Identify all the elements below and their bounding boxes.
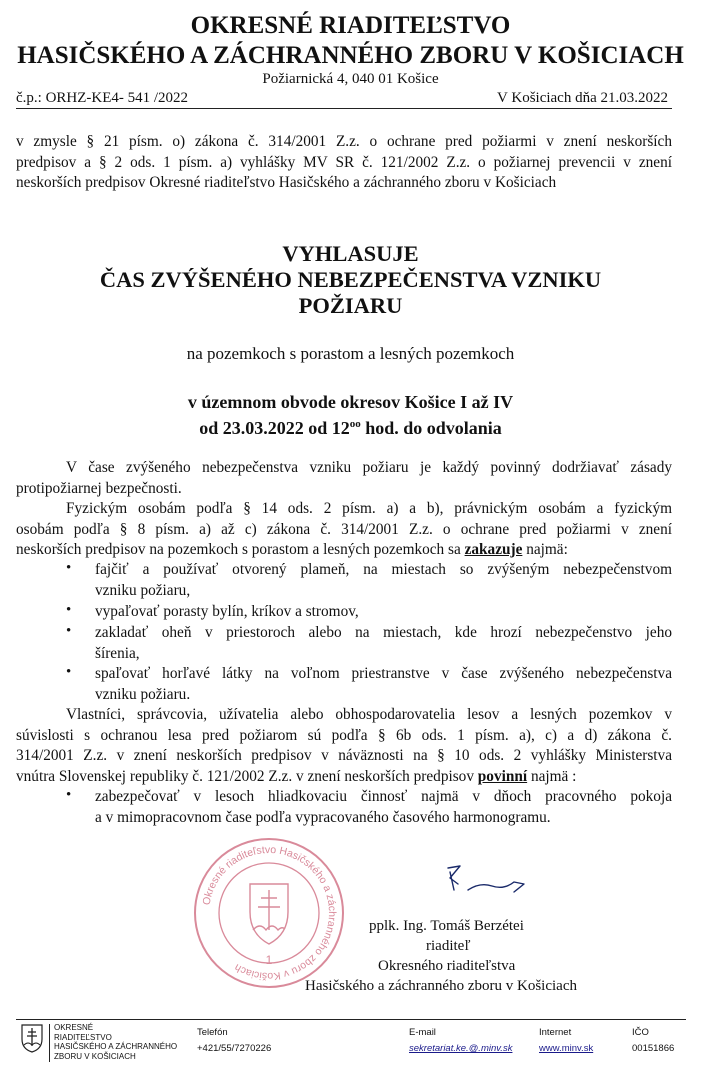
title-line-1: VYHLASUJE	[282, 241, 419, 266]
p2-line-3	[16, 540, 568, 561]
footer-org-line-2: RIADITEĽSTVO	[54, 1032, 112, 1042]
bullet-icon: •	[66, 787, 72, 803]
bullet-2-line-1: vypaľovať porasty bylín, kríkov a stromov,	[95, 603, 359, 620]
bullet-icon: •	[66, 664, 72, 680]
footer-web-label: Internet	[539, 1027, 572, 1038]
p1-line-2: protipožiarnej bezpečnosti.	[16, 479, 182, 497]
signatory-role: riaditeľ	[426, 938, 471, 954]
footer-ico: 00151866	[632, 1043, 675, 1054]
official-stamp	[190, 834, 348, 992]
title-line-2: ČAS ZVÝŠENÉHO NEBEZPEČENSTVA VZNIKU	[99, 267, 602, 292]
p2-line-3-text: neskorších predpisov na pozemkoch s porastom a lesných pozemkoch sa	[16, 541, 465, 558]
handwritten-signature	[440, 862, 530, 900]
p3-line-4-text: vnútra Slovenskej republiky č. 121/2002 Z.z. v znení neskorších predpisov	[16, 767, 478, 785]
p1-line-1: V čase zvýšeného nebezpečenstva vzniku požiaru je každý povinný dodržiavať zásady	[66, 459, 672, 476]
footer-email-label: E-mail	[409, 1027, 436, 1038]
signatory-org-line-2: Hasičského a záchranného zboru v Košiciach	[305, 978, 577, 994]
bullet-icon: •	[66, 560, 72, 576]
bullet-5-line-2: a v mimopracovnom čase podľa vypracovaného časového harmonogramu.	[95, 808, 551, 826]
coat-of-arms-icon	[20, 1023, 44, 1053]
validity-period	[0, 414, 701, 439]
keyword-prohibited: zakazuje	[464, 541, 523, 558]
bullet-icon: •	[66, 602, 72, 618]
period-start: od 23.03.2022 od 12	[199, 418, 350, 438]
p2-line-3-end: najmä:	[522, 541, 568, 558]
p3-line-1: Vlastníci, správcovia, užívatelia alebo obhospodarovatelia lesov a lesných pozemkov v	[66, 706, 672, 723]
stamp-number: 1	[265, 953, 273, 967]
document-date: V Košiciach dňa 21.03.2022	[497, 90, 668, 106]
period-superscript: oo	[349, 418, 361, 430]
intro-line-1: v zmysle § 21 písm. o) zákona č. 314/2001 Z.z. o ochrane pred požiarmi v znení neskorších	[16, 133, 672, 150]
signatory-org-line-1: Okresného riaditeľstva	[378, 958, 516, 974]
p2-line-1: Fyzickým osobám podľa § 14 ods. 2 písm. a) a b), právnickým osobám a fyzickým	[66, 500, 672, 517]
signatory-name: pplk. Ing. Tomáš Berzétei	[369, 918, 524, 934]
period-end: hod. do odvolania	[360, 418, 502, 438]
footer-ico-label: IČO	[632, 1027, 649, 1038]
intro-line-3: neskorších predpisov Okresné riaditeľstvo Hasičského a záchranného zboru v Košiciach	[16, 174, 557, 191]
org-address: Požiarnická 4, 040 01 Košice	[262, 71, 439, 87]
footer-org-line-4: ZBORU V KOŠICIACH	[54, 1051, 136, 1061]
subtitle: na pozemkoch s porastom a lesných pozemkoch	[186, 344, 515, 363]
p3-line-2: súvislosti s ochranou lesa pred požiarom sú podľa § 6b ods. 1 písm. a), c) a d) zákona č.	[16, 726, 672, 744]
p2-line-2: osobám podľa § 8 písm. a) až c) zákona č. 314/2001 Z.z. o ochrane pred požiarmi v znení	[16, 520, 672, 538]
p3-line-4	[16, 767, 576, 788]
footer-org-line-1: OKRESNÉ	[54, 1023, 94, 1032]
bullet-1-line-1: fajčiť a používať otvorený plameň, na miestach so zvýšeným nebezpečenstvom	[95, 561, 672, 578]
footer-phone-label: Telefón	[197, 1027, 228, 1038]
footer-logo-divider	[49, 1024, 50, 1062]
footer-email-link[interactable]: sekretariat.ke.@.minv.sk	[409, 1043, 513, 1054]
bullet-4-line-2: vzniku požiaru.	[95, 685, 191, 703]
bullet-3-line-2: šírenia,	[95, 644, 140, 662]
footer-divider	[16, 1019, 686, 1020]
footer-phone: +421/55/7270226	[197, 1043, 272, 1054]
bullet-3-line-1: zakladať oheň v priestoroch alebo na miestach, kde hrozí nebezpečenstvo jeho	[95, 624, 672, 641]
reference-number: č.p.: ORHZ-KE4- 541 /2022	[16, 90, 189, 106]
bullet-4-line-1: spaľovať horľavé látky na voľnom priestranstve v čase zvýšeného nebezpečenstva	[95, 665, 672, 682]
org-name-line1: OKRESNÉ RIADITEĽSTVO	[190, 12, 511, 39]
header-divider	[16, 108, 672, 109]
bullet-5-line-1: zabezpečovať v lesoch hliadkovaciu činnosť najmä v dňoch pracovného pokoja	[95, 788, 672, 805]
territory: v územnom obvode okresov Košice I až IV	[187, 392, 514, 412]
p3-line-3: 314/2001 Z.z. v znení neskorších predpisov v náväznosti na § 10 ods. 2 vyhlášky Ministerstva	[16, 747, 672, 764]
org-name-line2: HASIČSKÉHO A ZÁCHRANNÉHO ZBORU V KOŠICIACH	[17, 42, 684, 69]
intro-line-2: predpisov a § 2 ods. 1 písm. a) vyhlášky MV SR č. 121/2002 Z.z. o požiarnej prevencii v znení	[16, 153, 672, 171]
footer-org	[54, 1023, 177, 1061]
keyword-obliged: povinní	[477, 767, 528, 785]
footer-web-link[interactable]: www.minv.sk	[539, 1043, 594, 1054]
bullet-1-line-2: vzniku požiaru,	[95, 581, 191, 599]
stamp-text: Okresné riaditeľstvo Hasičského a záchranného zboru v Košiciach	[200, 843, 339, 983]
title-line-3: POŽIARU	[298, 293, 403, 318]
bullet-icon: •	[66, 623, 72, 639]
coat-of-arms-icon	[250, 884, 288, 944]
footer-org-line-3: HASIČSKÉHO A ZÁCHRANNÉHO	[54, 1042, 178, 1051]
p3-line-4-end: najmä :	[527, 767, 577, 785]
